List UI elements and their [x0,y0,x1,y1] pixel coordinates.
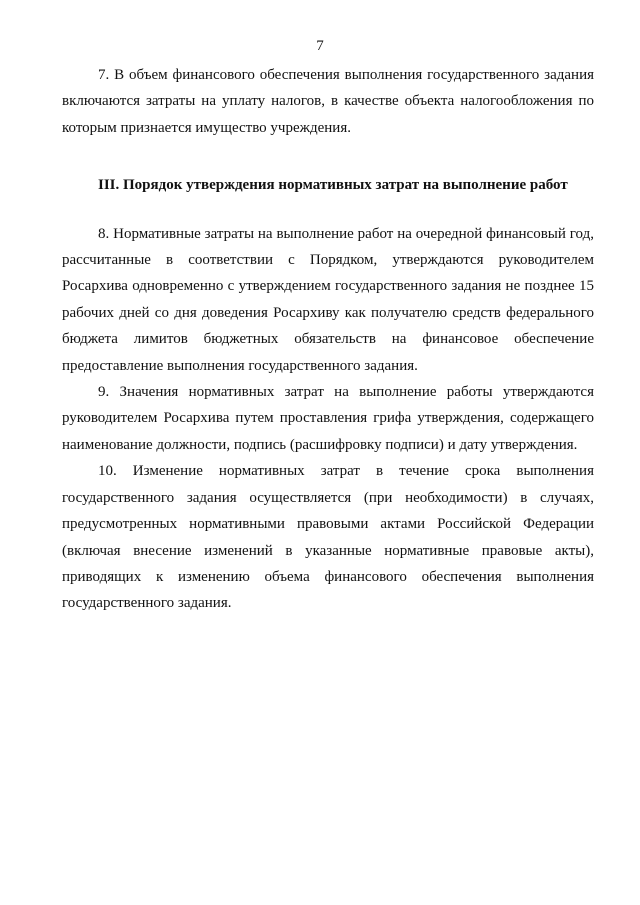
section-heading: III. Порядок утверждения нормативных затрат на выполнение работ [98,177,568,194]
document-body [62,62,594,617]
paragraph-10: 10. Изменение нормативных затрат в течение срока выполнения государственного задания осуществляется (при необходимости) в случаях, предусмотренных нормативными правовыми актами Российской Федерации (включая внесение изменений в указанные нормативные правовые акты), приводящих к изменению объема финансового обеспечения выполнения государственного задания. [62,463,594,612]
page-number: 7 [316,38,324,54]
paragraph-8: 8. Нормативные затраты на выполнение работ на очередной финансовый год, рассчитанные в соответствии с Порядком, утверждаются руководителем Росархива одновременно с утверждением государственного задания не позднее 15 рабочих дней со дня доведения Росархиву как получателю средств федерального бюджета лимитов бюджетных обязательств на финансовое обеспечение предоставление выполнения государственного задания. [62,225,594,374]
paragraph-9: 9. Значения нормативных затрат на выполнение работы утверждаются руководителем Росархива путем проставления грифа утверждения, содержащего наименование должности, подпись (расшифровку подписи) и дату утверждения. [62,384,594,453]
paragraph-7: 7. В объем финансового обеспечения выполнения государственного задания включаются затраты на уплату налогов, в качестве объекта налогообложения по которым признается имущество учреждения. [62,67,594,136]
